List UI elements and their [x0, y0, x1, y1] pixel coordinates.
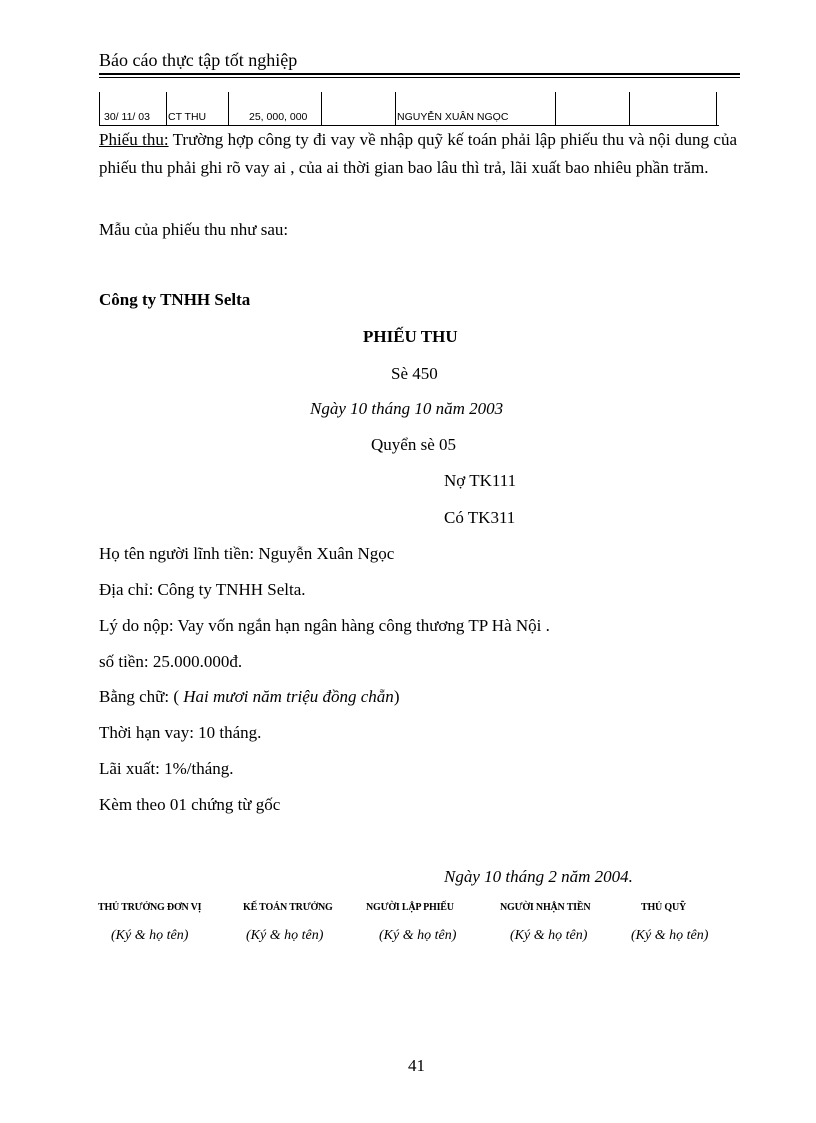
signature-title: THỦ TRƯỞNG ĐƠN VỊ — [98, 902, 202, 913]
receiver-line: Họ tên người lĩnh tiền: Nguyễn Xuân Ngọc — [99, 544, 395, 563]
ledger-divider — [228, 92, 229, 126]
page-number: 41 — [408, 1056, 425, 1075]
signature-note: (Ký & họ tên) — [631, 928, 709, 943]
ledger-amount: 25, 000, 000 — [249, 111, 308, 123]
signature-note: (Ký & họ tên) — [246, 928, 324, 943]
voucher-number: Sè 450 — [391, 364, 438, 383]
header-rule-thin — [99, 77, 740, 78]
in-words-suffix: ) — [393, 687, 400, 706]
ledger-name: NGUYỄN XUÂN NGỌC — [397, 111, 509, 123]
ledger-divider — [395, 92, 396, 126]
intro-label: Phiếu thu: — [99, 130, 169, 149]
debit-account: Nợ TK111 — [444, 471, 517, 490]
amount-in-words-line — [99, 687, 399, 707]
page-header: Báo cáo thực tập tốt nghiệp — [99, 50, 298, 70]
signature-title: KẾ TOÁN TRƯỞNG — [243, 902, 333, 913]
ledger-divider — [716, 92, 717, 126]
ledger-row — [99, 92, 719, 126]
ledger-divider — [629, 92, 630, 126]
signature-title: NGƯỜI LẬP PHIẾU — [366, 902, 454, 913]
in-words-prefix: Bằng chữ: ( — [99, 687, 184, 706]
ledger-divider — [321, 92, 322, 126]
ledger-doc-type: CT THU — [168, 111, 207, 123]
ledger-divider — [166, 92, 167, 126]
voucher-book: Quyển sè 05 — [371, 435, 456, 454]
sample-caption: Mẫu của phiếu thu như sau: — [99, 220, 289, 239]
voucher-title: PHIẾU THU — [363, 327, 458, 346]
reason-line: Lý do nộp: Vay vốn ngắn hạn ngân hàng công thương TP Hà Nội . — [99, 616, 550, 635]
loan-term-line: Thời hạn vay: 10 tháng. — [99, 723, 262, 742]
ledger-divider — [99, 92, 100, 126]
intro-text: Trường hợp công ty đi vay về nhập quỹ kế toán phải lập phiếu thu và nội dung của phiếu thu phải ghi rõ vay ai , của ai thời gian bao lâu thì trả, lãi xuất bao nhiêu phần trăm. — [99, 130, 737, 177]
header-rule-thick — [99, 73, 740, 75]
in-words-value: Hai mươi năm triệu đồng chẵn — [183, 687, 394, 706]
address-line: Địa chỉ: Công ty TNHH Selta. — [99, 580, 306, 599]
signature-title: NGƯỜI NHẬN TIỀN — [500, 902, 591, 913]
signature-note: (Ký & họ tên) — [379, 928, 457, 943]
attached-docs-line: Kèm theo 01 chứng từ gốc — [99, 795, 281, 814]
credit-account: Có TK311 — [444, 508, 516, 527]
signature-note: (Ký & họ tên) — [510, 928, 588, 943]
company-name: Công ty TNHH Selta — [99, 290, 251, 309]
intro-paragraph — [99, 126, 737, 181]
interest-line: Lãi xuất: 1%/tháng. — [99, 759, 234, 778]
voucher-date: Ngày 10 tháng 10 năm 2003 — [310, 399, 504, 418]
signature-title: THỦ QUỸ — [641, 902, 686, 913]
signature-note: (Ký & họ tên) — [111, 928, 189, 943]
ledger-divider — [555, 92, 556, 126]
amount-line: số tiền: 25.000.000đ. — [99, 652, 243, 671]
signing-date: Ngày 10 tháng 2 năm 2004. — [444, 867, 633, 886]
ledger-date: 30/ 11/ 03 — [104, 111, 150, 123]
